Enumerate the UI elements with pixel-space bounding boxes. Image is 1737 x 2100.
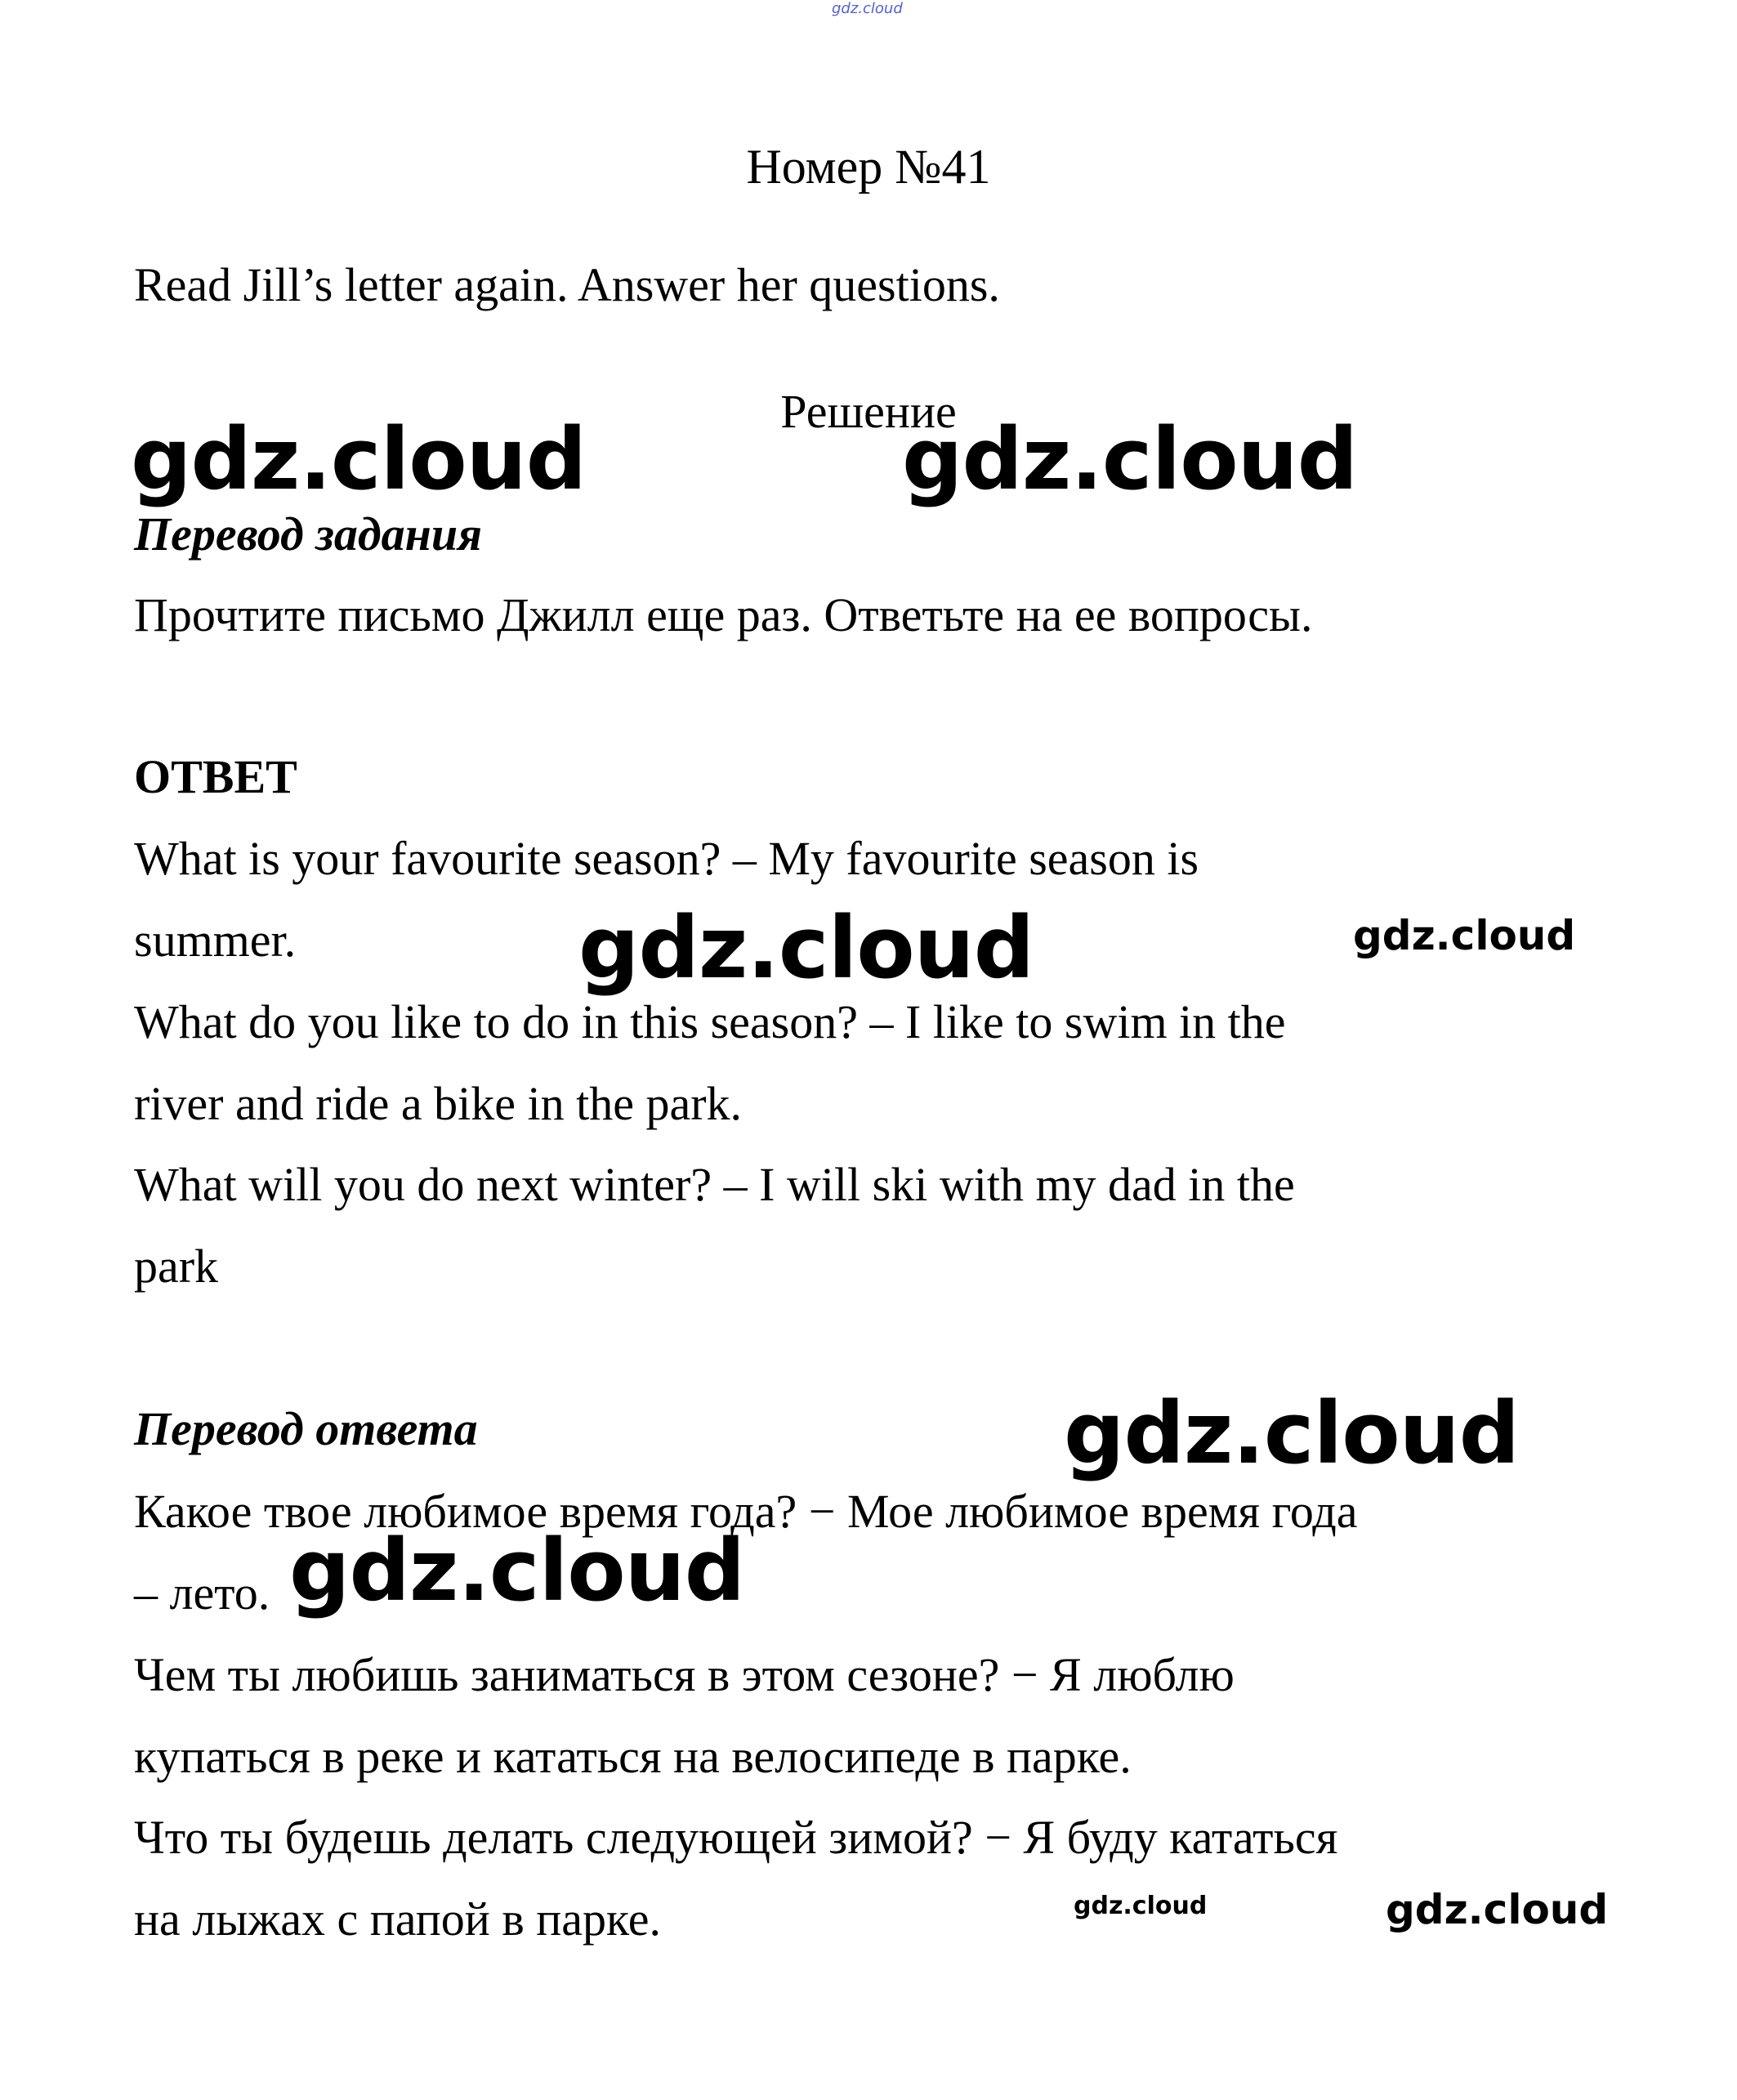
page-title: Номер №41 xyxy=(746,140,991,194)
answer-line: What is your favourite season? – My favourite season is xyxy=(134,832,1199,885)
watermark: gdz.cloud xyxy=(289,1521,745,1620)
watermark: gdz.cloud xyxy=(1353,912,1576,959)
watermark: gdz.cloud xyxy=(902,409,1358,509)
watermark: gdz.cloud xyxy=(578,898,1034,998)
answer-translation-heading: Перевод ответа xyxy=(134,1402,478,1455)
answer-translation-line: на лыжах с папой в парке. xyxy=(134,1892,661,1946)
answer-heading: ОТВЕТ xyxy=(134,750,297,803)
task-translation-heading: Перевод задания xyxy=(134,507,482,561)
top-watermark: gdz.cloud xyxy=(832,0,903,17)
answer-line: park xyxy=(134,1240,219,1293)
answer-translation-line: Что ты будешь делать следующей зимой? − Я буду кататься xyxy=(134,1811,1338,1864)
watermark: gdz.cloud xyxy=(1064,1383,1520,1483)
answer-line: summer. xyxy=(134,914,297,967)
task-translation-text: Прочтите письмо Джилл еще раз. Ответьте на ее вопросы. xyxy=(134,588,1313,641)
answer-translation-line: Какое твое любимое время года? − Мое любимое время года xyxy=(134,1485,1358,1538)
answer-translation-line: Чем ты любишь заниматься в этом сезоне? − Я люблю xyxy=(134,1648,1235,1701)
answer-translation-line: – лето. xyxy=(134,1566,270,1620)
watermark: gdz.cloud xyxy=(131,409,587,509)
answer-line: What do you like to do in this season? – I like to swim in the xyxy=(134,995,1286,1048)
answer-translation-line: купаться в реке и кататься на велосипеде в парке. xyxy=(134,1730,1132,1783)
solution-label: Решение xyxy=(780,385,957,438)
answer-line: What will you do next winter? – I will ski with my dad in the xyxy=(134,1158,1295,1211)
watermark: gdz.cloud xyxy=(1074,1892,1208,1920)
task-text: Read Jill’s letter again. Answer her questions. xyxy=(134,258,1000,311)
answer-line: river and ride a bike in the park. xyxy=(134,1077,743,1130)
watermark: gdz.cloud xyxy=(1386,1886,1609,1933)
